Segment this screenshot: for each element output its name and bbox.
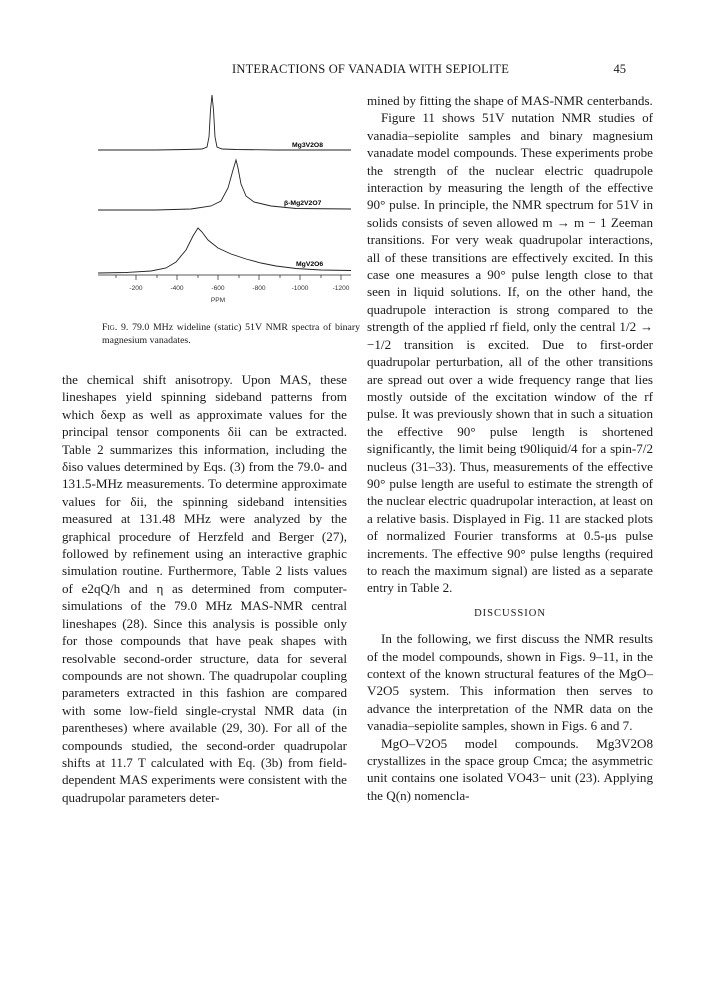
body-paragraph: In the following, we first discuss the NMR results of the model compounds, shown in Figs. 9–11, in the context of the known structural features of the MgO–V2O5 system. This information then serves to advance the interpretation of the NMR data on the vanadia–sepiolite samples, shown in Figs. 6 and 7. bbox=[367, 631, 653, 734]
body-paragraph: Figure 11 shows 51V nutation NMR studies of vanadia–sepiolite samples and binary magnesium vanadate model compounds. These experiments probe the strength of the nuclear electric quadrupole interaction by measuring the length of the effective 90° pulse. In principle, the NMR spectrum for 51V in solids consists of seven allowed m → m − 1 Zeeman transitions. For very weak quadrupolar interactions, all of these transitions are effectively excited. In this case one measures a 90° pulse length close to that seen in liquid solutions. If, on the other hand, the quadrupole interaction is strong compared to the strength of the applied rf field, only the central 1/2 → −1/2 transition is excited. Due to first-order quadrupolar perturbation, all of the other transitions are spread out over a wide frequency range that lies mostly outside of the excitation window of the rf pulse. It was previously shown that in such a situation the effective 90° pulse length is shortened significantly, the limit being t90liquid/4 for a spin-7/2 nucleus (31–33). Thus, measurements of the effective 90° pulse length are useful to estimate the strength of the nuclear electric quadrupolar interaction, at least on a relative basis. Displayed in Fig. 11 are stacked plots of normalized Fourier transforms at 0.5-μs pulse increments. The effective 90° pulse lengths (required to reach the maximum signal) are listed as a separate entry in Table 2. bbox=[367, 110, 653, 596]
running-title: INTERACTIONS OF VANADIA WITH SEPIOLITE bbox=[232, 62, 510, 76]
page-number: 45 bbox=[613, 62, 626, 76]
left-column bbox=[62, 371, 347, 806]
trace-label-b-mg2v2o7: β-Mg2V2O7 bbox=[284, 200, 322, 207]
tick-label: -1000 bbox=[291, 285, 309, 292]
page-header bbox=[0, 62, 720, 80]
body-paragraph: mined by fitting the shape of MAS-NMR centerbands. bbox=[367, 93, 653, 108]
nmr-spectra-plot bbox=[96, 92, 358, 312]
tick-label: -400 bbox=[170, 285, 184, 292]
figure-9 bbox=[96, 92, 358, 312]
tick-label: -1200 bbox=[332, 285, 350, 292]
trace-label-mg3v2o8: Mg3V2O8 bbox=[292, 142, 323, 149]
caption-text: 79.0 MHz wideline (static) 51V NMR spectra of binary magnesium vanadates. bbox=[102, 322, 360, 346]
tick-label: -200 bbox=[129, 285, 143, 292]
tick-label: -800 bbox=[252, 285, 266, 292]
body-paragraph: MgO–V2O5 model compounds. Mg3V2O8 crystallizes in the space group Cmca; the asymmetric unit contains one isolated VO43− unit (23). Applying the Q(n) nomencla- bbox=[367, 735, 653, 803]
right-column bbox=[367, 92, 653, 804]
section-heading: DISCUSSION bbox=[474, 607, 546, 619]
figure-caption bbox=[102, 322, 360, 347]
body-paragraph: the chemical shift anisotropy. Upon MAS, these lineshapes yield spinning sideband patterns from which δexp as well as approximate values for the principal tensor components δii can be extracted. Table 2 summarizes this information, including the δiso values determined by Eqs. (3) from the 79.0- and 131.5-MHz measurements. To determine approximate values for δii, the spinning sideband intensities measured at 131.48 MHz were analyzed by the graphical procedure of Herzfeld and Berger (27), followed by refinement using an interactive graphic simulation routine. Furthermore, Table 2 lists values of e2qQ/h and η as determined from computer-simulations of the 79.0 MHz MAS-NMR central lineshapes (28). Since this analysis is possible only for those compounds that have peak shapes with resolvable second-order structure, data for several compounds are not shown. The quadrupolar coupling parameters extracted in this fashion are compared with some low-field single-crystal NMR data (in parentheses) where available (29, 30). For all of the compounds studied, the second-order quadrupolar shifts at 11.7 T calculated with Eq. (3b) from field-dependent MAS experiments were consistent with the quadrupolar parameters deter- bbox=[62, 372, 347, 805]
trace-label-mgv2o6: MgV2O6 bbox=[296, 261, 324, 268]
axis-unit-label: PPM bbox=[210, 297, 226, 304]
caption-label: Fig. 9. bbox=[102, 322, 129, 333]
ppm-axis-ticks bbox=[116, 275, 341, 280]
tick-label: -600 bbox=[211, 285, 225, 292]
